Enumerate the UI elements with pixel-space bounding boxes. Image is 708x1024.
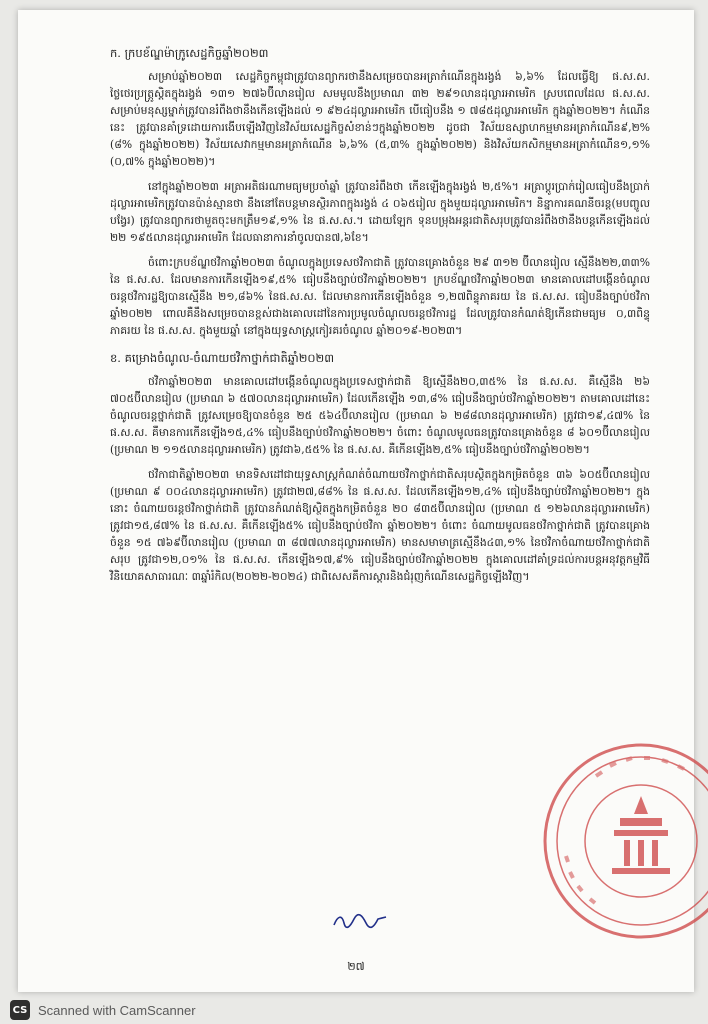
- paragraph: ថវិកាឆ្នាំ២០២៣ មានគោលដៅបង្កើនចំណូលក្នុងប្រទេសថ្នាក់ជាតិ ឱ្យស្មើនឹង២០,៣៥% នៃ ផ.ស.ស. គឺស្មើនឹង ២៦ ៧០៥ប៊ីលានរៀល (ប្រមាណ ៦ ៥៧០លានដុល្លារអាមេរិក) ដែលកើនឡើង ១៣,៨% ធៀបនឹងច្បាប់ថវិកាឆ្នាំ២០២២។ តាមគោលដៅនេះ ចំណូលចរន្តថ្នាក់ជាតិ ត្រូវសម្រេចឱ្យបានចំនួន ២៥ ៥៦៤ប៊ីលានរៀល (ប្រមាណ ៦ ២៨៨លានដុល្លារអាមេរិក) ត្រូវជា១៩,៤៧% នៃ ផ.ស.ស. គឺមានការកើនឡើង១៥,៤% ធៀបនឹងច្បាប់ថវិកាឆ្នាំ២០២២។ ចំពោះ ចំណូលមូលធនត្រូវបានគ្រោងចំនួន ៨ ៦០១ប៊ីលានរៀល (ប្រមាណ ២ ១១៥លានដុល្លារអាមេរិក) ត្រូវជា៦,៥៥% នៃ ផ.ស.ស. គឺកើនឡើង២,៥% ធៀបនឹងច្បាប់ថវិកាឆ្នាំ២០២២។: [110, 375, 650, 456]
- camscanner-logo-icon: CS: [10, 1000, 30, 1020]
- camscanner-watermark: [0, 996, 708, 1024]
- paragraph: សម្រាប់ឆ្នាំ២០២៣ សេដ្ឋកិច្ចកម្ពុជាត្រូវបានព្យាករថានឹងសម្រេចបានអត្រាកំណើនក្នុងរង្វង់ ៦,៦% ដែលធ្វើឱ្យ ផ.ស.ស. ថ្លៃថេរប្រត្ត្រូស្តិតក្នុងរង្វង់ ១៣១ ២៧៦ប៊ីលានរៀល សមមូលនឹងប្រមាណ ៣២ ២៩១លានដុល្លារអាមេរិក ស្របពេលដែល ផ.ស.ស. សម្រាប់មនុស្សម្នាក់ត្រូវបានរំពឹងថានឹងកើនឡើងដល់ ១ ៩២៤ដុល្លារអាមេរិក បើធៀបនឹង ១ ៧៨៥ដុល្លារអាមេរិក ក្នុងឆ្នាំ២០២២។ កំណើននេះ ត្រូវបានគាំទ្រដោយការងើបឡើងវិញនៃវិស័យសេដ្ឋកិច្ចសំខាន់ៗក្នុងឆ្នាំ២០២២ ដូចជា វិស័យឧស្សាហកម្មមានអត្រាកំណើន៩,២% (៨% ក្នុងឆ្នាំ២០២២) វិស័យសេវាកម្មមានអត្រាកំណើន ៦,៦% (៥,៣% ក្នុងឆ្នាំ២០២២) និងវិស័យកសិកម្មមានអត្រាកំណើន១,១% (០,៧% ក្នុងឆ្នាំ២០២២)។: [110, 70, 650, 168]
- official-seal-stamp: [536, 736, 708, 946]
- camscanner-label: Scanned with CamScanner: [38, 1002, 196, 1018]
- section-heading-budget-plan: ខ. គម្រោងចំណូល-ចំណាយថវិកាថ្នាក់ជាតិឆ្នាំ២០២៣: [110, 351, 335, 365]
- paragraph: ចំពោះក្របខ័ណ្ឌថវិកាឆ្នាំ២០២៣ ចំណូលក្នុងប្រទេសថវិកាជាតិ ត្រូវបានគ្រោងចំនួន ២៩ ៣១២ ប៊ីលានរៀល ស្មើនឹង២២,៣៣% នៃ ផ.ស.ស. ដែលមានការកើនឡើង១៩,៥% ធៀបនឹងច្បាប់ថវិកាឆ្នាំ២០២២។ ក្របខ័ណ្ឌថវិកាឆ្នាំ២០២៣ មានគោលដៅបង្កើនចំណូលចរន្តថវិការដ្ឋឱ្យបានស្មើនឹង ២១,៨៦% នៃផ.ស.ស. ដែលមានការកើនឡើងចំនួន ១,២៧ពិន្ទុភាគរយ នៃ ផ.ស.ស. ធៀបនឹងច្បាប់ថវិកាឆ្នាំ២០២២ ពោលគឺនឹងសម្រេចបានខ្ពស់ជាងគោលដៅនៃការប្រមូលចំណូលចរន្តថវិការដ្ឋ ដែលត្រូវបានកំណត់ឱ្យកើនជាមធ្យម ០,៣ពិន្ទុភាគរយ នៃ ផ.ស.ស. ក្នុងមួយឆ្នាំ នៅក្នុងយុទ្ធសាស្ត្រកៀរគរចំណូល ឆ្នាំ២០១៩-២០២៣។: [110, 256, 650, 337]
- section-heading-macro-framework: ក. ក្របខ័ណ្ឌម៉ាក្រូសេដ្ឋកិច្ចឆ្នាំ២០២៣: [110, 46, 269, 60]
- paragraph: ថវិកាជាតិឆ្នាំ២០២៣ មានទិសដៅជាយុទ្ធសាស្ត្រកំណត់ចំណាយថវិកាថ្នាក់ជាតិសរុបស្ថិតក្នុងកម្រិតចំនួន ៣៦ ៦០៥ប៊ីលានរៀល (ប្រមាណ ៩ ០០៤លានដុល្លារអាមេរិក) ត្រូវជា២៧,៨៨% នៃ ផ.ស.ស. ដែលកើនឡើង១២,៤% ធៀបនឹងច្បាប់ថវិកាឆ្នាំ២០២២។ ក្នុងនោះ ចំណាយចរន្តថវិកាថ្នាក់ជាតិ ត្រូវបានកំណត់ឱ្យស្ថិតក្នុងកម្រិតចំនួន ២០ ៨៣៥ប៊ីលានរៀល (ប្រមាណ ៥ ១២៦លានដុល្លារអាមេរិក) ត្រូវជា១៥,៨៧% នៃ ផ.ស.ស. គឺកើនឡើង៥% ធៀបនឹងច្បាប់ថវិកា ឆ្នាំ២០២២។ ចំពោះ ចំណាយមូលធនថវិកាថ្នាក់ជាតិ ត្រូវបានគ្រោងចំនួន ១៥ ៧៦៩ប៊ីលានរៀល (ប្រមាណ ៣ ៨៧៧លានដុល្លារអាមេរិក) មានសមាមាត្រស្មើនឹង៤៣,១% នៃថវិកាចំណាយថវិកាថ្នាក់ជាតិសរុប ត្រូវជា១២,០១% នៃ ផ.ស.ស. កើនឡើង១៧,៩% ធៀបនឹងច្បាប់ថវិកាឆ្នាំ២០២២ ក្នុងគោលដៅគាំទ្រដល់ការបន្តអនុវត្តកម្មវិធីវិនិយោគសាធារណៈ ៣ឆ្នាំរំកិល(២០២២-២០២៤) ជាពិសេសគឺការស្តារនិងជំរុញកំណើនសេដ្ឋកិច្ចឡើងវិញ។: [110, 468, 650, 583]
- document-body: [110, 44, 650, 593]
- page-number: ២៧: [347, 960, 365, 973]
- handwritten-signature: [332, 913, 388, 932]
- paragraph: នៅក្នុងឆ្នាំ២០២៣ អត្រាអតិផរណាមធ្យមប្រចាំឆ្នាំ ត្រូវបានរំពឹងថា កើនឡើងក្នុងរង្វង់ ២,៥%។ អត្រាប្តូរប្រាក់រៀលធៀបនឹងប្រាក់ដុល្លារអាមេរិកត្រូវបានប៉ាន់ស្មានថា នឹងនៅតែបន្តមានស្ថិរភាពក្នុងរង្វង់ ៤ ០៦៥រៀល ក្នុងមួយដុល្លារអាមេរិក។ និន្នាការគណនីចរន្ត(មបញ្ចូលបង្វែរ) ត្រូវបានព្យាករថាមួតចុះមកត្រឹម១៩,១% នៃ ផ.ស.ស.។ ដោយឡែក ទុនបម្រុងអន្តរជាតិសរុបត្រូវបានរំពឹងថានឹងបន្តកើនឡើងដល់ ២២ ១៩៥លានដុល្លារអាមេរិក ដែលធានាការនាំចូលបាន៧,៦ខែ។: [110, 180, 650, 244]
